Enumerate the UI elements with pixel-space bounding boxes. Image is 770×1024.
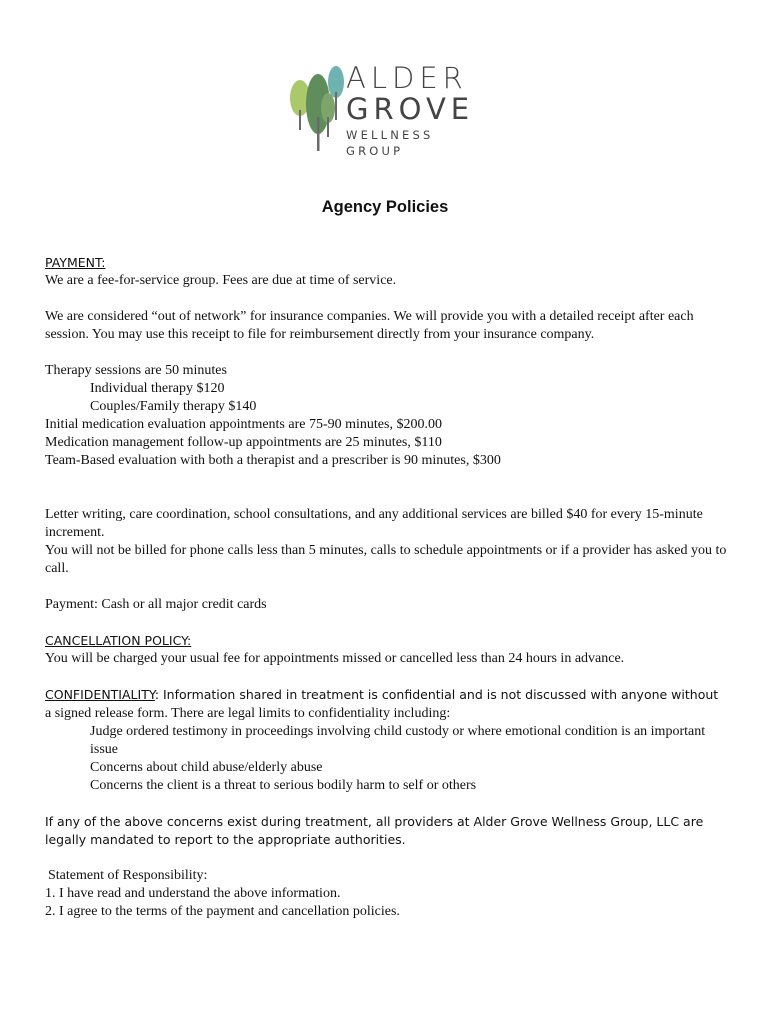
confidentiality-item-2: Concerns about child abuse/elderly abuse [90, 760, 323, 775]
mandate-line-2: legally mandated to report to the appropriate authorities. [45, 832, 406, 847]
statement-item-2: 2. I agree to the terms of the payment and cancellation policies. [45, 904, 400, 919]
initial-medication-line: Initial medication evaluation appointments are 75-90 minutes, $200.00 [45, 417, 442, 432]
phone-calls-text: You will not be billed for phone calls less than 5 minutes, calls to schedule appointments or if a provider has asked you to call. [45, 543, 727, 576]
logo-line-2: GROVE [346, 92, 475, 126]
individual-therapy-line: Individual therapy $120 [90, 381, 225, 396]
confidentiality-item-1: Judge ordered testimony in proceedings involving child custody or where emotional condition is an important issue [90, 724, 706, 757]
confidentiality-heading: CONFIDENTIALITY [45, 687, 155, 702]
logo-line-1: ALDER [346, 61, 468, 95]
logo-line-3: WELLNESS GROUP [346, 128, 434, 158]
statement-item-1: 1. I have read and understand the above information. [45, 886, 341, 901]
mandate-line-1: If any of the above concerns exist during treatment, all providers at Alder Grove Wellness Group, LLC are [45, 814, 704, 829]
payment-heading: PAYMENT: [45, 255, 106, 270]
team-based-line: Team-Based evaluation with both a therapist and a prescriber is 90 minutes, $300 [45, 453, 501, 468]
couples-therapy-line: Couples/Family therapy $140 [90, 399, 257, 414]
confidentiality-line-2: a signed release form. There are legal limits to confidentiality including: [45, 706, 451, 721]
confidentiality-lead: : Information shared in treatment is confidential and is not discussed with anyone without [154, 687, 719, 702]
tree-logo-icon [288, 62, 346, 154]
payment-fee-line: We are a fee-for-service group. Fees are due at time of service. [45, 273, 397, 288]
logo-wordmark [346, 62, 488, 159]
payment-network-text: We are considered “out of network” for insurance companies. We will provide you with a detailed receipt after each session. You may use this receipt to file for reimbursement directly from your insurance company. [45, 309, 694, 342]
confidentiality-item-3: Concerns the client is a threat to serious bodily harm to self or others [90, 778, 477, 793]
cancellation-heading: CANCELLATION POLICY: [45, 633, 192, 648]
statement-heading: Statement of Responsibility: [48, 868, 208, 883]
therapy-sessions-line: Therapy sessions are 50 minutes [45, 363, 227, 378]
company-logo [288, 61, 488, 158]
letter-writing-text: Letter writing, care coordination, school consultations, and any additional services are billed $40 for every 15-minute increment. [45, 507, 703, 540]
policy-body [45, 254, 735, 921]
payment-methods-line: Payment: Cash or all major credit cards [45, 597, 267, 612]
page-title: Agency Policies [321, 198, 449, 216]
cancellation-text: You will be charged your usual fee for appointments missed or cancelled less than 24 hours in advance. [45, 651, 625, 666]
medication-management-line: Medication management follow-up appointments are 25 minutes, $110 [45, 435, 442, 450]
